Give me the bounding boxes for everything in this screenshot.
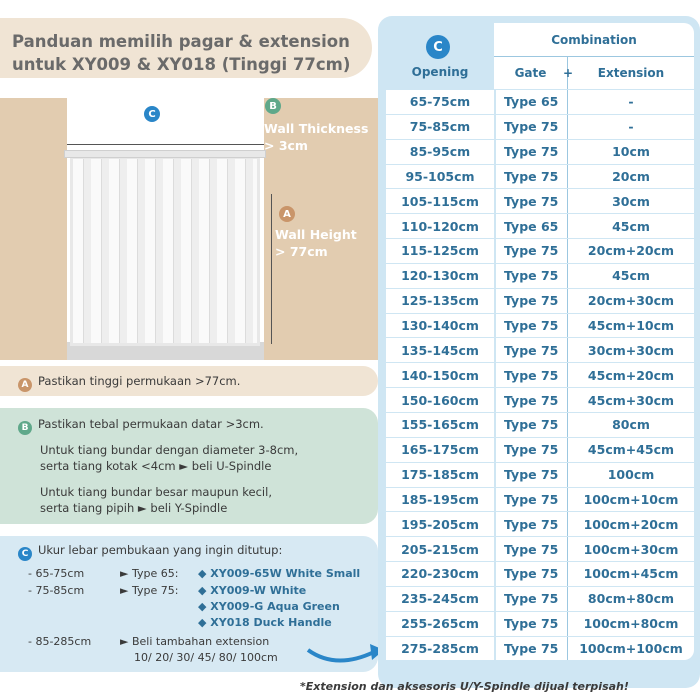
header-opening-label: Opening: [411, 65, 469, 79]
table-row: [386, 387, 694, 412]
cell-opening: 95-105cm: [386, 165, 494, 189]
cell-opening: 220-230cm: [386, 562, 494, 586]
cell-gate: Type 75: [496, 289, 568, 313]
note-b-line5: serta tiang pipih ► beli Y-Spindle: [40, 501, 228, 515]
marker-c-icon: C: [144, 106, 160, 122]
cell-extension: -: [568, 90, 694, 114]
opening-dimension-line: [67, 144, 264, 145]
cell-extension: 100cm+10cm: [568, 488, 694, 512]
cell-gate: Type 75: [496, 314, 568, 338]
note-c-item2: ◆ XY009-W White: [198, 584, 307, 597]
cell-gate: Type 65: [496, 90, 568, 114]
table-row: [386, 238, 694, 263]
cell-extension: 100cm+80cm: [568, 612, 694, 636]
table-row: [386, 611, 694, 636]
table-row: [386, 164, 694, 189]
cell-opening: 115-125cm: [386, 239, 494, 263]
cell-opening: 165-175cm: [386, 438, 494, 462]
header-plus: +: [562, 66, 574, 80]
note-b-line2: Untuk tiang bundar dengan diameter 3-8cm,: [40, 443, 299, 457]
marker-c-icon: C: [18, 547, 32, 561]
table-row: [386, 263, 694, 288]
note-c-type2: ► Type 75:: [120, 584, 179, 597]
header-gate: Gate: [494, 57, 568, 89]
title-banner: [0, 18, 372, 78]
wall-height-line1: Wall Height: [275, 227, 357, 242]
gate-illustration: [0, 98, 378, 360]
note-c-text1: ► Beli tambahan extension: [120, 635, 270, 648]
cell-opening: 85-95cm: [386, 140, 494, 164]
cell-gate: Type 75: [496, 388, 568, 412]
marker-b-icon: B: [18, 421, 32, 435]
header-combination: Combination: [494, 23, 694, 57]
combination-table: [386, 23, 694, 660]
note-b-line4: Untuk tiang bundar besar maupun kecil,: [40, 485, 272, 499]
cell-extension: 45cm: [568, 264, 694, 288]
note-c-type1: ► Type 65:: [120, 567, 179, 580]
cell-extension: 80cm+80cm: [568, 587, 694, 611]
cell-extension: 100cm+45cm: [568, 562, 694, 586]
note-c-text2: 10/ 20/ 30/ 45/ 80/ 100cm: [134, 651, 278, 664]
cell-extension: 20cm+30cm: [568, 289, 694, 313]
cell-opening: 175-185cm: [386, 463, 494, 487]
cell-extension: 10cm: [568, 140, 694, 164]
marker-a-icon: A: [279, 206, 295, 222]
note-c-item3: ◆ XY009-G Aqua Green: [198, 600, 340, 613]
cell-opening: 140-150cm: [386, 363, 494, 387]
table-row: [386, 412, 694, 437]
cell-gate: Type 75: [496, 363, 568, 387]
wall-left: [0, 98, 67, 360]
footnote: *Extension dan aksesoris U/Y-Spindle dijual terpisah!: [300, 680, 629, 693]
table-row: [386, 636, 694, 661]
table-row: [386, 114, 694, 139]
cell-opening: 185-195cm: [386, 488, 494, 512]
cell-gate: Type 75: [496, 338, 568, 362]
table-row: [386, 288, 694, 313]
note-c-item1: ◆ XY009-65W White Small: [198, 567, 361, 580]
note-b-line1: Pastikan tebal permukaan datar >3cm.: [38, 417, 264, 431]
table-row: [386, 89, 694, 114]
table-row: [386, 362, 694, 387]
cell-opening: 65-75cm: [386, 90, 494, 114]
cell-extension: 100cm+20cm: [568, 512, 694, 536]
cell-gate: Type 75: [496, 537, 568, 561]
cell-gate: Type 65: [496, 214, 568, 238]
cell-opening: 110-120cm: [386, 214, 494, 238]
cell-extension: 100cm: [568, 463, 694, 487]
table-row: [386, 313, 694, 338]
cell-opening: 235-245cm: [386, 587, 494, 611]
wall-thickness-label: [264, 120, 368, 154]
cell-gate: Type 75: [496, 115, 568, 139]
table-row: [386, 511, 694, 536]
marker-a-icon: A: [18, 378, 32, 392]
header-opening: [386, 23, 494, 89]
table-header: [386, 23, 694, 89]
wall-height-label: [275, 226, 357, 260]
note-c-range2: - 75-85cm: [28, 584, 85, 597]
table-body: [386, 89, 694, 660]
cell-gate: Type 75: [496, 165, 568, 189]
cell-extension: 80cm: [568, 413, 694, 437]
cell-opening: 105-115cm: [386, 189, 494, 213]
page-title-line2: untuk XY009 & XY018 (Tinggi 77cm): [12, 55, 351, 74]
cell-extension: 30cm+30cm: [568, 338, 694, 362]
cell-gate: Type 75: [496, 140, 568, 164]
cell-extension: 20cm+20cm: [568, 239, 694, 263]
table-row: [386, 462, 694, 487]
table-row: [386, 561, 694, 586]
cell-extension: 45cm+10cm: [568, 314, 694, 338]
cell-gate: Type 75: [496, 463, 568, 487]
wall-height-line: [271, 194, 272, 344]
cell-opening: 75-85cm: [386, 115, 494, 139]
wall-thickness-line2: > 3cm: [264, 138, 308, 153]
cell-gate: Type 75: [496, 239, 568, 263]
cell-opening: 150-160cm: [386, 388, 494, 412]
note-a-text: Pastikan tinggi permukaan >77cm.: [38, 374, 241, 388]
header-extension: Extension: [568, 57, 694, 89]
cell-extension: 100cm+100cm: [568, 637, 694, 661]
cell-opening: 125-135cm: [386, 289, 494, 313]
note-b-box: [0, 408, 378, 524]
cell-gate: Type 75: [496, 488, 568, 512]
table-row: [386, 213, 694, 238]
cell-gate: Type 75: [496, 512, 568, 536]
cell-extension: 30cm: [568, 189, 694, 213]
note-c-heading: Ukur lebar pembukaan yang ingin ditutup:: [38, 543, 283, 557]
gate-drawing: [70, 156, 260, 346]
cell-gate: Type 75: [496, 438, 568, 462]
cell-opening: 120-130cm: [386, 264, 494, 288]
marker-c-icon: C: [426, 35, 450, 59]
gate-crossbar: [64, 150, 266, 158]
table-row: [386, 337, 694, 362]
cell-opening: 130-140cm: [386, 314, 494, 338]
table-row: [386, 437, 694, 462]
cell-opening: 275-285cm: [386, 637, 494, 661]
table-row: [386, 487, 694, 512]
cell-extension: 45cm+20cm: [568, 363, 694, 387]
note-b-line3: serta tiang kotak <4cm ► beli U-Spindle: [40, 459, 272, 473]
cell-gate: Type 75: [496, 612, 568, 636]
wall-thickness-line1: Wall Thickness: [264, 121, 369, 136]
table-row: [386, 586, 694, 611]
cell-gate: Type 75: [496, 637, 568, 661]
cell-extension: -: [568, 115, 694, 139]
page-title-line1: Panduan memilih pagar & extension: [12, 32, 350, 51]
table-row: [386, 536, 694, 561]
opening-label: Opening >65cm: [107, 126, 219, 141]
cell-opening: 135-145cm: [386, 338, 494, 362]
note-a-box: [0, 366, 378, 396]
cell-gate: Type 75: [496, 562, 568, 586]
table-row: [386, 139, 694, 164]
marker-b-icon: B: [265, 98, 281, 114]
cell-opening: 255-265cm: [386, 612, 494, 636]
cell-opening: 205-215cm: [386, 537, 494, 561]
cell-opening: 155-165cm: [386, 413, 494, 437]
cell-opening: 195-205cm: [386, 512, 494, 536]
table-row: [386, 188, 694, 213]
cell-extension: 45cm+45cm: [568, 438, 694, 462]
cell-extension: 45cm+30cm: [568, 388, 694, 412]
curved-arrow-icon: [306, 640, 386, 666]
cell-gate: Type 75: [496, 189, 568, 213]
wall-height-line2: > 77cm: [275, 244, 328, 259]
cell-gate: Type 75: [496, 413, 568, 437]
note-c-range1: - 65-75cm: [28, 567, 85, 580]
note-c-range3: - 85-285cm: [28, 635, 92, 648]
note-c-item4: ◆ XY018 Duck Handle: [198, 616, 332, 629]
cell-extension: 100cm+30cm: [568, 537, 694, 561]
cell-gate: Type 75: [496, 264, 568, 288]
cell-gate: Type 75: [496, 587, 568, 611]
cell-extension: 20cm: [568, 165, 694, 189]
cell-extension: 45cm: [568, 214, 694, 238]
